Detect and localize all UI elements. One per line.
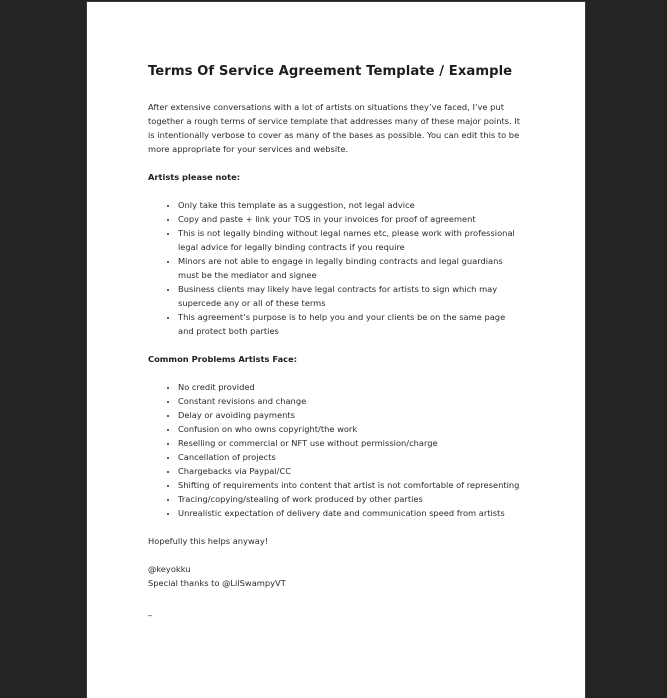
list-item: • Confusion on who owns copyright/the work	[178, 422, 523, 436]
artists-note-heading: Artists please note:	[148, 172, 241, 182]
list-item: • Reselling or commercial or NFT use without permission/charge	[178, 436, 523, 450]
list-item: • Minors are not able to engage in legally binding contracts and legal guardians must be the mediator and signee	[178, 254, 523, 282]
list-item: • This agreement’s purpose is to help you and your clients be on the same page and protect both parties	[178, 310, 523, 338]
list-item: • Shifting of requirements into content that artist is not comfortable of representing	[178, 478, 523, 492]
list-item: • Chargebacks via Paypal/CC	[178, 464, 523, 478]
list-item: • Delay or avoiding payments	[178, 408, 523, 422]
list-item: • Business clients may likely have legal contracts for artists to sign which may supercede any or all of these terms	[178, 282, 523, 310]
author-handle: @keyokku	[148, 564, 191, 574]
list-item: • Copy and paste + link your TOS in your invoices for proof of agreement	[178, 212, 523, 226]
list-item: • Constant revisions and change	[178, 394, 523, 408]
problems-list	[148, 380, 523, 520]
artists-note-list	[148, 198, 523, 338]
list-item: • No credit provided	[178, 380, 523, 394]
intro-paragraph: After extensive conversations with a lot of artists on situations they’ve faced, I’ve put together a rough terms of service template that addresses many of these major points. It is intentionally verbose to cover as many of the bases as possible. You can edit this to be more appropriate for your services and website.	[148, 102, 521, 154]
document-page	[87, 2, 585, 698]
document-content	[148, 62, 523, 618]
trailing-underscore: _	[148, 606, 153, 616]
list-item: • Tracing/copying/stealing of work produced by other parties	[178, 492, 523, 506]
list-item: • Only take this template as a suggestion, not legal advice	[178, 198, 523, 212]
special-thanks: Special thanks to @LilSwampyVT	[148, 578, 286, 588]
list-item: • This is not legally binding without legal names etc, please work with professional legal advice for legally binding contracts if you require	[178, 226, 523, 254]
list-item: • Unrealistic expectation of delivery date and communication speed from artists	[178, 506, 523, 520]
document-title: Terms Of Service Agreement Template / Example	[148, 64, 513, 79]
problems-heading: Common Problems Artists Face:	[148, 354, 298, 364]
closing-line: Hopefully this helps anyway!	[148, 536, 269, 546]
list-item: • Cancellation of projects	[178, 450, 523, 464]
